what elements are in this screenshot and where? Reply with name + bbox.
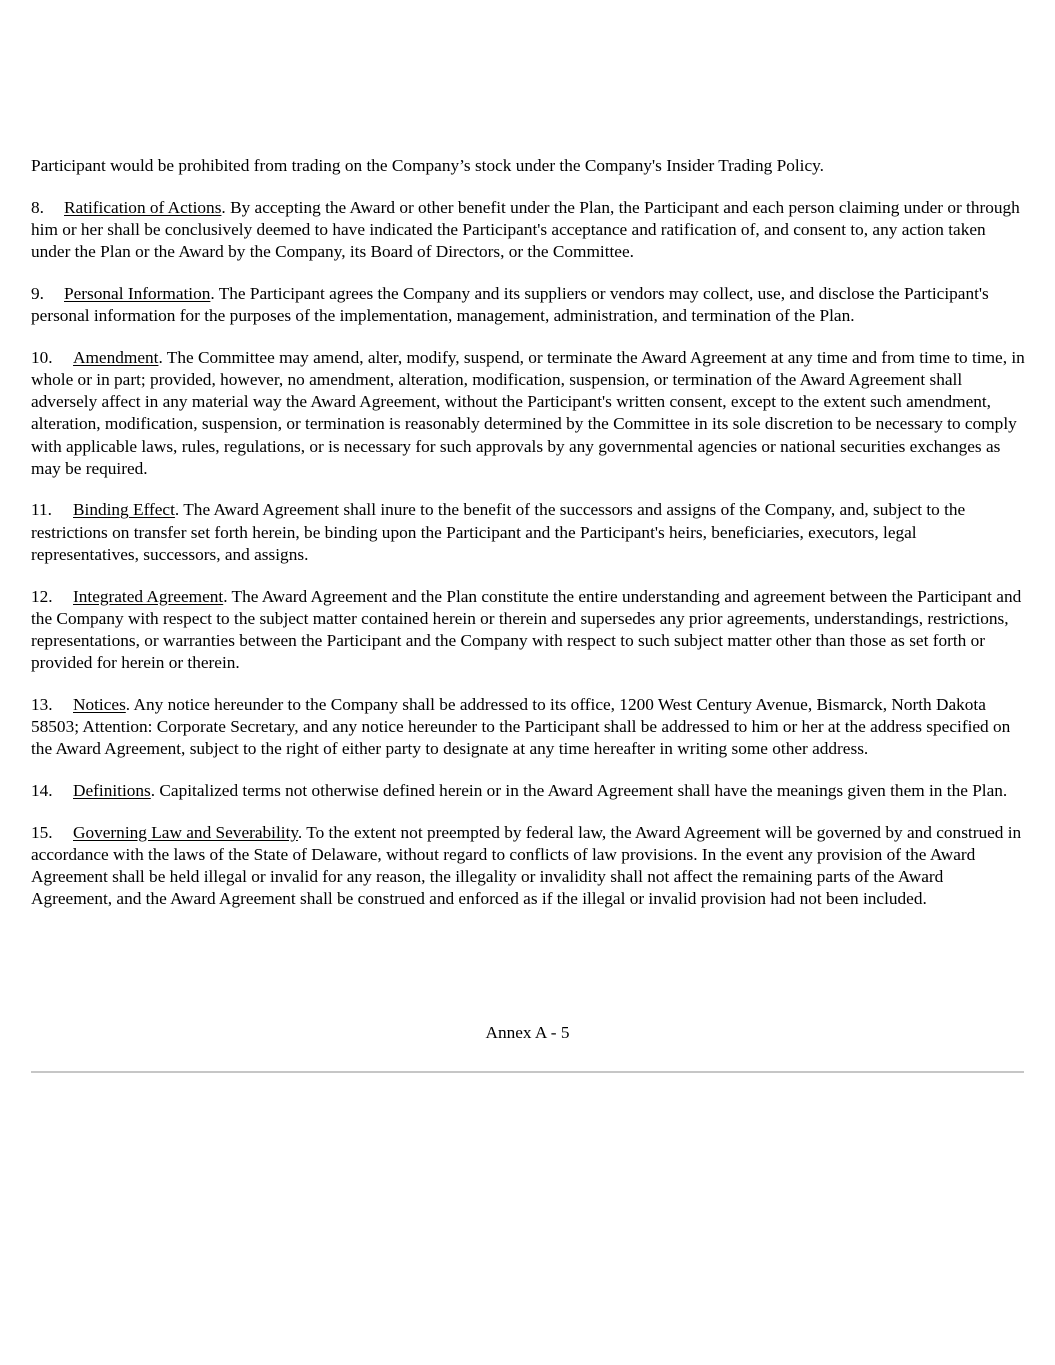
section-number: 15. — [31, 822, 53, 842]
section-number: 8. — [31, 197, 44, 217]
section-heading: Governing Law and Severability — [73, 822, 298, 842]
section-text: . Capitalized terms not otherwise defined herein or in the Award Agreement shall have the meanings given them in the Plan. — [150, 780, 1008, 800]
section-8 — [31, 197, 1025, 264]
section-heading: Definitions — [73, 780, 151, 800]
section-heading: Binding Effect — [73, 500, 175, 520]
section-heading: Personal Information — [64, 283, 211, 303]
section-12 — [31, 586, 1025, 675]
section-heading: Notices — [73, 694, 126, 714]
section-text: . The Award Agreement shall inure to the benefit of the successors and assigns of the Company, and, subject to the restrictions on transfer set forth herein, be binding upon the Participant and the Participant's heirs, beneficiaries, executors, legal representatives, successors, and assigns. — [31, 500, 966, 564]
section-number: 10. — [31, 347, 53, 367]
section-text: . The Award Agreement and the Plan constitute the entire understanding and agreement between the Participant and the Company with respect to the subject matter contained herein or therein and supersedes any prior agreements, understandings, restrictions, representations, or warranties between the Participant and the Company with respect to such subject matter other than those as set forth or provided for herein or therein. — [31, 586, 1022, 673]
section-14 — [31, 780, 1025, 802]
section-text: . By accepting the Award or other benefit under the Plan, the Participant and each person claiming under or through him or her shall be conclusively deemed to have indicated the Participant's acceptance and ratification of, and consent to, any action taken under the Plan or the Award by the Company, its Board of Directors, or the Committee. — [31, 197, 1020, 262]
section-text: . The Participant agrees the Company and its suppliers or vendors may collect, use, and disclose the Participant's personal information for the purposes of the implementation, management, administration, and termination of the Plan. — [31, 283, 989, 326]
section-heading: Ratification of Actions — [64, 197, 222, 217]
section-heading: Integrated Agreement — [73, 586, 224, 606]
section-text: . Any notice hereunder to the Company shall be addressed to its office, 1200 West Century Avenue, Bismarck, North Dakota 58503; Attention: Corporate Secretary, and any notice hereunder to the Participant shall be addressed to him or her at the address specified on the Award Agreement, subject to the right of either party to designate at any time hereafter in writing some other address. — [31, 694, 1011, 759]
section-text: . The Committee may amend, alter, modify, suspend, or terminate the Award Agreement at any time and from time to time, in whole or in part; provided, however, no amendment, alteration, modification, suspension, or termination of the Award Agreement shall adversely affect in any material way the Award Agreement, without the Participant's written consent, except to the extent such amendment, alteration, modification, suspension, or termination is reasonably determined by the Committee in its sole discretion to be necessary to comply with applicable laws, rules, regulations, or is necessary for such approvals by any governmental agencies or national securities exchanges as may be required. — [31, 347, 1025, 478]
section-number: 11. — [31, 500, 52, 520]
section-10 — [31, 347, 1025, 480]
continuation-paragraph: Participant would be prohibited from trading on the Company’s stock under the Company's Insider Trading Policy. — [31, 156, 824, 175]
section-number: 12. — [31, 586, 53, 606]
section-heading: Amendment — [73, 347, 159, 367]
section-11 — [31, 499, 1025, 566]
document-body — [31, 155, 1025, 930]
section-15 — [31, 822, 1025, 911]
section-number: 13. — [31, 694, 53, 714]
section-13 — [31, 694, 1025, 761]
section-number: 14. — [31, 780, 53, 800]
page-divider — [31, 1071, 1024, 1073]
page-footer: Annex A - 5 — [485, 1023, 570, 1042]
section-text: . To the extent not preempted by federal law, the Award Agreement will be governed by and construed in accordance with the laws of the State of Delaware, without regard to conflicts of law provisions. In the event any provision of the Award Agreement shall be held illegal or invalid for any reason, the illegality or invalidity shall not affect the remaining parts of the Award Agreement, and the Award Agreement shall be construed and enforced as if the illegal or invalid provision had not been included. — [31, 822, 1022, 909]
section-number: 9. — [31, 283, 44, 303]
section-9 — [31, 283, 1025, 327]
